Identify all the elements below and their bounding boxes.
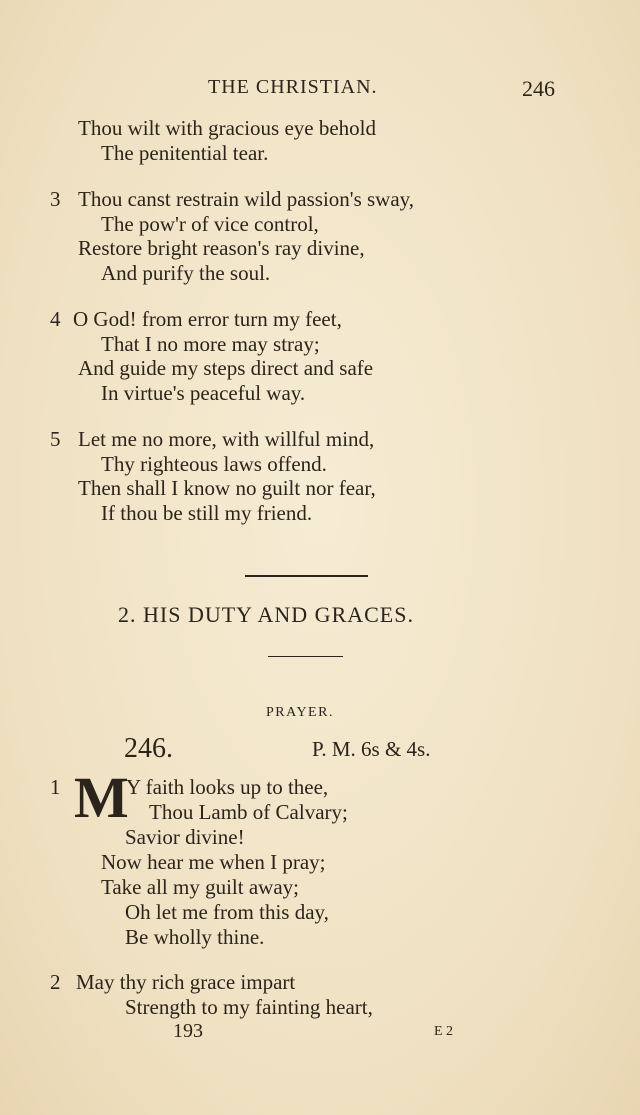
signature-mark: E 2	[434, 1024, 454, 1039]
verse-line: Take all my guilt away;	[101, 875, 299, 899]
verse-line: In virtue's peaceful way.	[101, 381, 306, 405]
verse-line: That I no more may stray;	[101, 332, 320, 356]
verse-line: Then shall I know no guilt nor fear,	[78, 476, 376, 500]
hymn-topic: PRAYER.	[266, 705, 334, 720]
verse-number: 2	[50, 970, 61, 994]
verse-number: 4	[50, 307, 61, 331]
section-rule	[245, 575, 368, 577]
verse-number: 3	[50, 187, 61, 211]
page-number: 246	[522, 76, 555, 101]
verse-line: And guide my steps direct and safe	[78, 356, 374, 380]
verse-number: 5	[50, 427, 61, 451]
hymn-meter: P. M. 6s & 4s.	[312, 737, 431, 761]
verse-line: Let me no more, with willful mind,	[78, 427, 375, 451]
verse-line: Thou wilt with gracious eye behold	[78, 116, 377, 140]
verse-line: O God! from error turn my feet,	[73, 307, 342, 331]
verse-line: And purify the soul.	[101, 261, 271, 285]
hymn-number: 246.	[124, 733, 173, 764]
verse-line: Thy righteous laws offend.	[101, 452, 327, 476]
verse-line: Strength to my fainting heart,	[125, 995, 373, 1019]
verse-line: The pow'r of vice control,	[101, 212, 319, 236]
verse-line: Thou canst restrain wild passion's sway,	[78, 187, 415, 211]
short-rule	[268, 656, 343, 657]
verse-line: Y faith looks up to thee,	[126, 775, 329, 799]
verse-line: Oh let me from this day,	[125, 900, 329, 924]
verse-line: Savior divine!	[125, 825, 245, 849]
running-title: THE CHRISTIAN.	[208, 76, 378, 98]
section-title: 2. HIS DUTY AND GRACES.	[118, 602, 414, 627]
verse-line: The penitential tear.	[101, 141, 269, 165]
verse-line: May thy rich grace impart	[76, 970, 296, 994]
drop-cap: M	[74, 765, 129, 830]
verse-line: Now hear me when I pray;	[101, 850, 326, 874]
verse-line: If thou be still my friend.	[101, 501, 313, 525]
verse-line: Thou Lamb of Calvary;	[149, 800, 348, 824]
folio-number: 193	[173, 1020, 203, 1042]
verse-line: Restore bright reason's ray divine,	[78, 236, 365, 260]
verse-number: 1	[50, 775, 61, 799]
verse-line: Be wholly thine.	[125, 925, 265, 949]
